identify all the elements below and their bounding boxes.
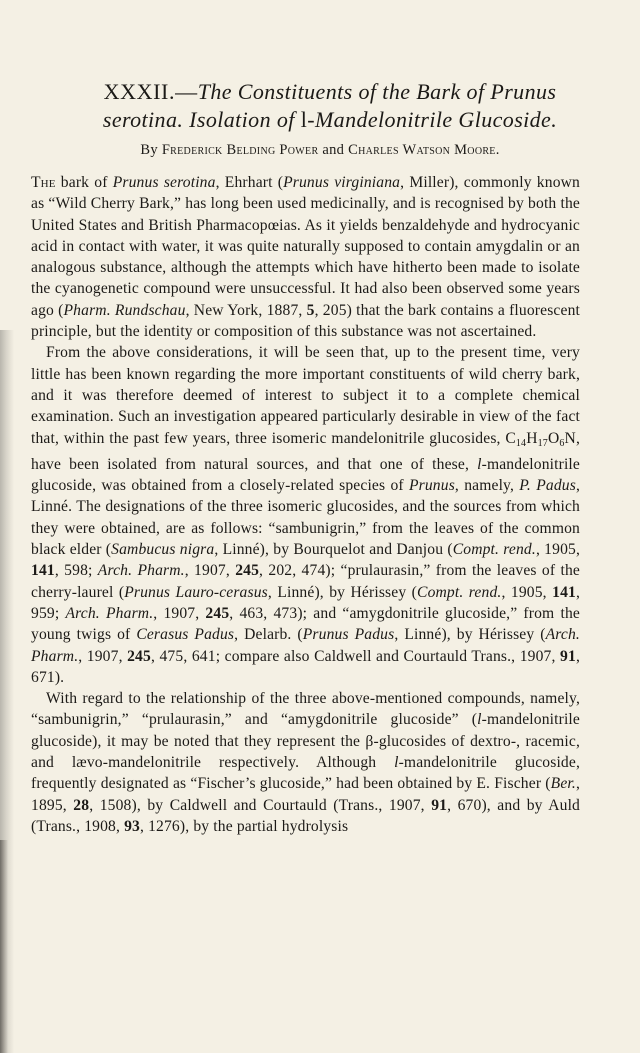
p2-s33: , 463, 473); and “amygdonitrile glucoside,” from the young twigs of [31, 604, 580, 644]
p3-s01: With regard to the relationship of the three above-mentioned compounds, namely, “sambunigrin,” “prulaurasin,” and “amygdonitrile glucoside” ( [31, 690, 580, 729]
p1-s08: , New York, 1887, [185, 301, 307, 319]
byline-by: By [140, 142, 158, 158]
title-l-prefix: l [300, 107, 308, 132]
p3-s03: -mandelonitrile glucoside), it may be noted that they represent the β-glucosides of dextro-, racemic, and lævo-mandelonitrile respectively. Although [31, 711, 580, 772]
p2-s42: 91 [560, 647, 576, 665]
p2-s27: , 1905, [501, 583, 553, 601]
p2-s13: , Linné. The designations of the three isomeric glucosides, and the sources from which they were obtained, are as follows: “sambunigrin,” from the leaves of the common black elder ( [31, 477, 581, 559]
p1-s02: bark of [55, 174, 113, 191]
p3-s09: , 1508), by Caldwell and Courtauld (Trans., 1907, [89, 796, 432, 814]
p2-s37: , Linné), by Hérissey ( [394, 626, 546, 644]
p1-s10: , 205) that the bark contains a fluorescent principle, but the identity or composition of this substance was not ascertained. [31, 301, 581, 341]
p3-s10: 91 [431, 796, 448, 814]
p2-s16: Compt. rend. [452, 541, 536, 559]
author-moore: Charles Watson Moore. [348, 142, 500, 158]
p3-s07: , 1895, [31, 775, 580, 814]
title-line-1: The Constituents of the Bark of Prunus [197, 79, 557, 104]
p2-s25: , Linné), by Hérissey ( [267, 583, 418, 601]
p1-s01: The [31, 174, 56, 191]
author-power: Frederick Belding Power [161, 142, 319, 158]
p2-s36: Prunus Padus [302, 626, 395, 644]
p2-s23: , 202, 474); “prulaurasin,” from the leaves of the cherry-laurel ( [31, 562, 580, 601]
page-edge-binding [0, 840, 8, 1053]
p1-s09: 5 [306, 301, 315, 319]
article-body [31, 172, 580, 837]
p2-s32: 245 [205, 604, 230, 622]
p2-s28: 141 [552, 583, 576, 601]
p2-s29: , 959; [31, 583, 581, 622]
p2-s06: 6 [559, 437, 565, 449]
p2-s41: , 475, 641; compare also Caldwell and Courtauld Trans., 1907, [150, 647, 561, 665]
p2-s05: O [547, 429, 560, 447]
p2-s08: l [477, 455, 482, 473]
p2-s34: Cerasus Padus [136, 626, 235, 644]
p1-s03: Prunus serotina [112, 174, 216, 191]
p2-s19: , 598; [54, 562, 98, 580]
p2-s22: 245 [235, 562, 260, 580]
p2-s43: , 671). [31, 647, 581, 686]
p2-s10: Prunus [408, 477, 455, 495]
p3-s02: l [477, 711, 482, 729]
p2-s40: 245 [127, 647, 151, 665]
p2-s14: Sambucus nigra [111, 541, 215, 559]
p2-s18: 141 [31, 562, 55, 580]
p2-s03: H [526, 429, 538, 447]
p2-s01: From the above considerations, it will be seen that, up to the present time, very little has been known regarding the more important constituents of wild cherry bark, and it was therefore deemed of interest to subject it to a complete chemical examination. Such an investigation appeared particularly desirable in view of the fact that, within the past few years, three isomeric mandelonitrile glucosides, C [31, 344, 580, 447]
p3-s11: , 670), and by Auld (Trans., 1908, [31, 796, 581, 835]
byline [30, 142, 610, 159]
p2-s38: Arch. Pharm. [31, 626, 580, 665]
p1-s06: , Miller), commonly known as “Wild Cherry Bark,” has long been used medicinally, and is recognised by both the United States and British Pharmacopœias. As it yields benzaldehyde and hydrocyanic acid in contact with water, it was quite naturally supposed to contain amygdalin or an analogous substance, although the attempts which have hitherto been made to isolate the cyanogenetic compound were unsuccessful. It had also been observed some years ago ( [31, 174, 580, 319]
paragraph-1 [31, 172, 580, 342]
p2-s31: , 1907, [153, 604, 206, 622]
title-line-2a: serotina. Isolation of [102, 107, 301, 132]
p2-s02: 14 [515, 437, 527, 449]
paragraph-3 [31, 688, 580, 837]
article-heading [60, 78, 600, 134]
p2-s09: -mandelonitrile glucoside, was obtained from a closely-related species of [31, 455, 580, 495]
p2-s15: , Linné), by Bourquelot and Danjou ( [214, 541, 453, 559]
byline-and: and [322, 142, 345, 158]
p2-s30: Arch. Pharm. [65, 604, 154, 622]
paragraph-2 [31, 342, 580, 688]
p2-s11: , namely, [454, 477, 520, 495]
p3-s06: Ber. [550, 775, 576, 793]
p2-s21: , 1907, [184, 562, 236, 580]
p2-s07: N, have been isolated from natural sources, and that one of these, [31, 429, 580, 473]
p3-s12: 93 [124, 817, 140, 835]
p2-s26: Compt. rend. [417, 583, 502, 601]
p3-s04: l [394, 754, 399, 772]
p1-s05: Prunus virginiana [283, 174, 401, 191]
p1-s04: , Ehrhart ( [215, 174, 284, 191]
p2-s39: , 1907, [78, 647, 128, 665]
title-line-2c: -Mandelonitrile Glucoside. [307, 107, 558, 132]
p3-s08: 28 [73, 796, 90, 814]
p2-s17: , 1905, [535, 541, 581, 559]
p1-s07: Pharm. Rundschau [63, 301, 186, 319]
p2-s20: Arch. Pharm. [97, 562, 185, 580]
p2-s12: P. Padus [519, 477, 576, 495]
article-number: XXXII.— [103, 79, 198, 104]
p2-s04: 17 [537, 437, 548, 449]
p2-s24: Prunus Lauro-cerasus [124, 583, 268, 601]
p3-s13: , 1276), by the partial hydrolysis [140, 817, 349, 835]
p2-s35: , Delarb. ( [234, 626, 303, 644]
p3-s05: -mandelonitrile glucoside, frequently designated as “Fischer’s glucoside,” had been obtained by E. Fischer ( [31, 754, 580, 793]
